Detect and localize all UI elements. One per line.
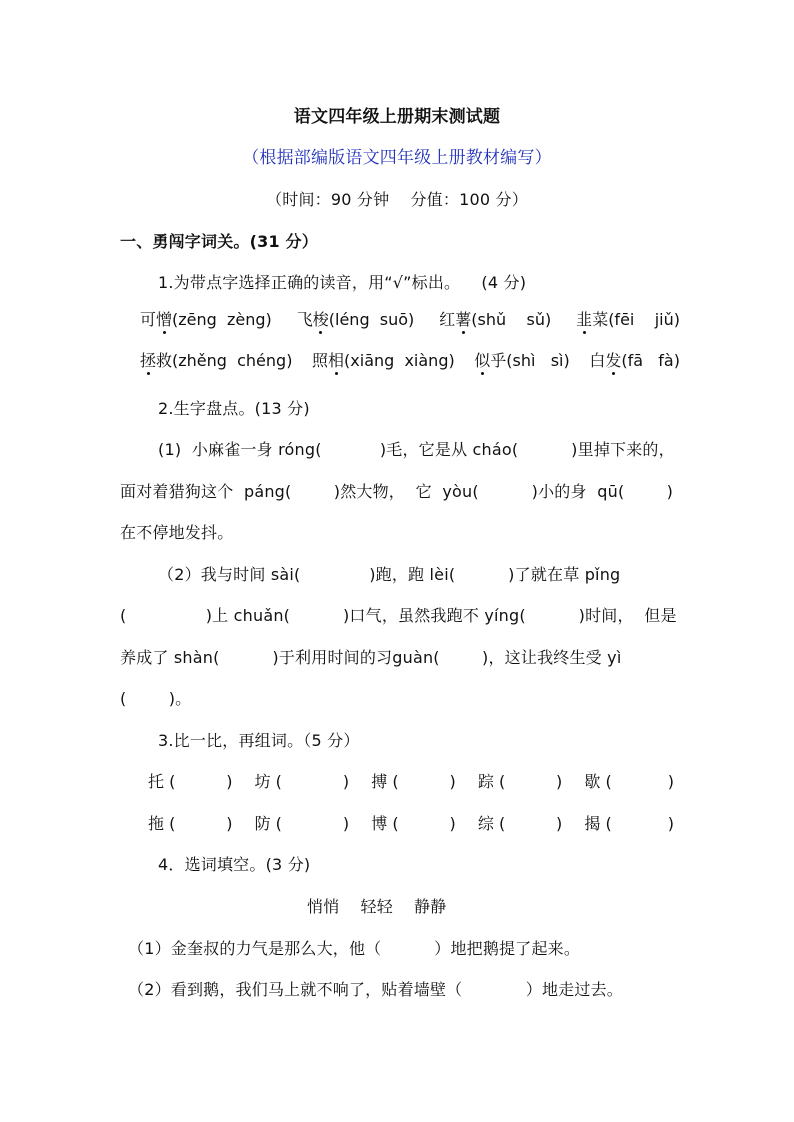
q1-row-1 <box>140 309 680 331</box>
q3-word: 歇 ( ) <box>584 772 674 791</box>
q2-instruction: 2.生字盘点。(13 分) <box>158 399 310 418</box>
q1-item: 白发(fā fà) <box>589 351 680 370</box>
section-1-heading: 一、勇闯字词关。(31 分） <box>120 232 318 251</box>
q2-paragraph-2-line-4: ( )。 <box>120 689 192 708</box>
q4-sentence-1: （1）金奎叔的力气是那么大，他（ ）地把鹅提了起来。 <box>128 939 581 958</box>
page-subtitle: （根据部编版语文四年级上册教材编写） <box>242 148 552 168</box>
q2-paragraph-1-line-1: (1) 小麻雀一身 róng( )毛，它是从 cháo( )里掉下来的， <box>158 440 675 459</box>
q3-word: 防 ( ) <box>254 814 350 833</box>
q3-row-2 <box>148 813 674 835</box>
q3-word: 揭 ( ) <box>584 814 674 833</box>
q2-paragraph-1-line-3: 在不停地发抖。 <box>120 523 234 542</box>
q3-word: 博 ( ) <box>371 814 456 833</box>
q1-item: 似乎(shì sì) <box>474 351 570 370</box>
q1-item: 照相(xiāng xiàng) <box>312 351 455 370</box>
q1-item: 拯救(zhěng chéng) <box>140 351 293 370</box>
q1-item: 韭菜(fēi jiǔ) <box>576 310 680 329</box>
q2-paragraph-2-line-3: 养成了 shàn( )于利用时间的习guàn( )，这让我终生受 yì <box>120 648 622 667</box>
q3-word: 综 ( ) <box>477 814 563 833</box>
q1-instruction: 1.为带点字选择正确的读音，用“√”标出。 (4 分) <box>158 273 527 292</box>
q3-word: 托 ( ) <box>148 772 233 791</box>
q3-word: 坊 ( ) <box>254 772 350 791</box>
q2-paragraph-2-line-2: ( )上 chuǎn( )口气，虽然我跑不 yíng( )时间， 但是 <box>120 606 677 625</box>
page-title: 语文四年级上册期末测试题 <box>293 107 501 127</box>
q2-paragraph-2-line-1: （2）我与时间 sài( )跑，跑 lèi( )了就在草 pǐng <box>158 565 621 584</box>
q4-instruction: 4．选词填空。(3 分) <box>158 855 311 874</box>
q3-word: 拖 ( ) <box>148 814 233 833</box>
q1-item: 飞梭(léng suō) <box>296 310 415 329</box>
q4-sentence-2: （2）看到鹅，我们马上就不响了，贴着墙壁（ ）地走过去。 <box>128 980 624 999</box>
q1-item: 可憎(zēng zèng) <box>140 310 272 329</box>
q3-word: 踪 ( ) <box>477 772 563 791</box>
q3-instruction: 3.比一比，再组词。（5 分） <box>158 731 360 750</box>
q3-word: 搏 ( ) <box>371 772 456 791</box>
q2-paragraph-1-line-2: 面对着猎狗这个 páng( )然大物， 它 yòu( )小的身 qū( ) <box>120 482 674 501</box>
q4-word-options: 悄悄 轻轻 静静 <box>307 897 447 916</box>
q1-row-2 <box>140 350 680 372</box>
q1-item: 红薯(shǔ sǔ) <box>439 310 552 329</box>
exam-info: （时间：90 分钟 分值：100 分） <box>266 190 528 209</box>
q3-row-1 <box>148 771 674 793</box>
